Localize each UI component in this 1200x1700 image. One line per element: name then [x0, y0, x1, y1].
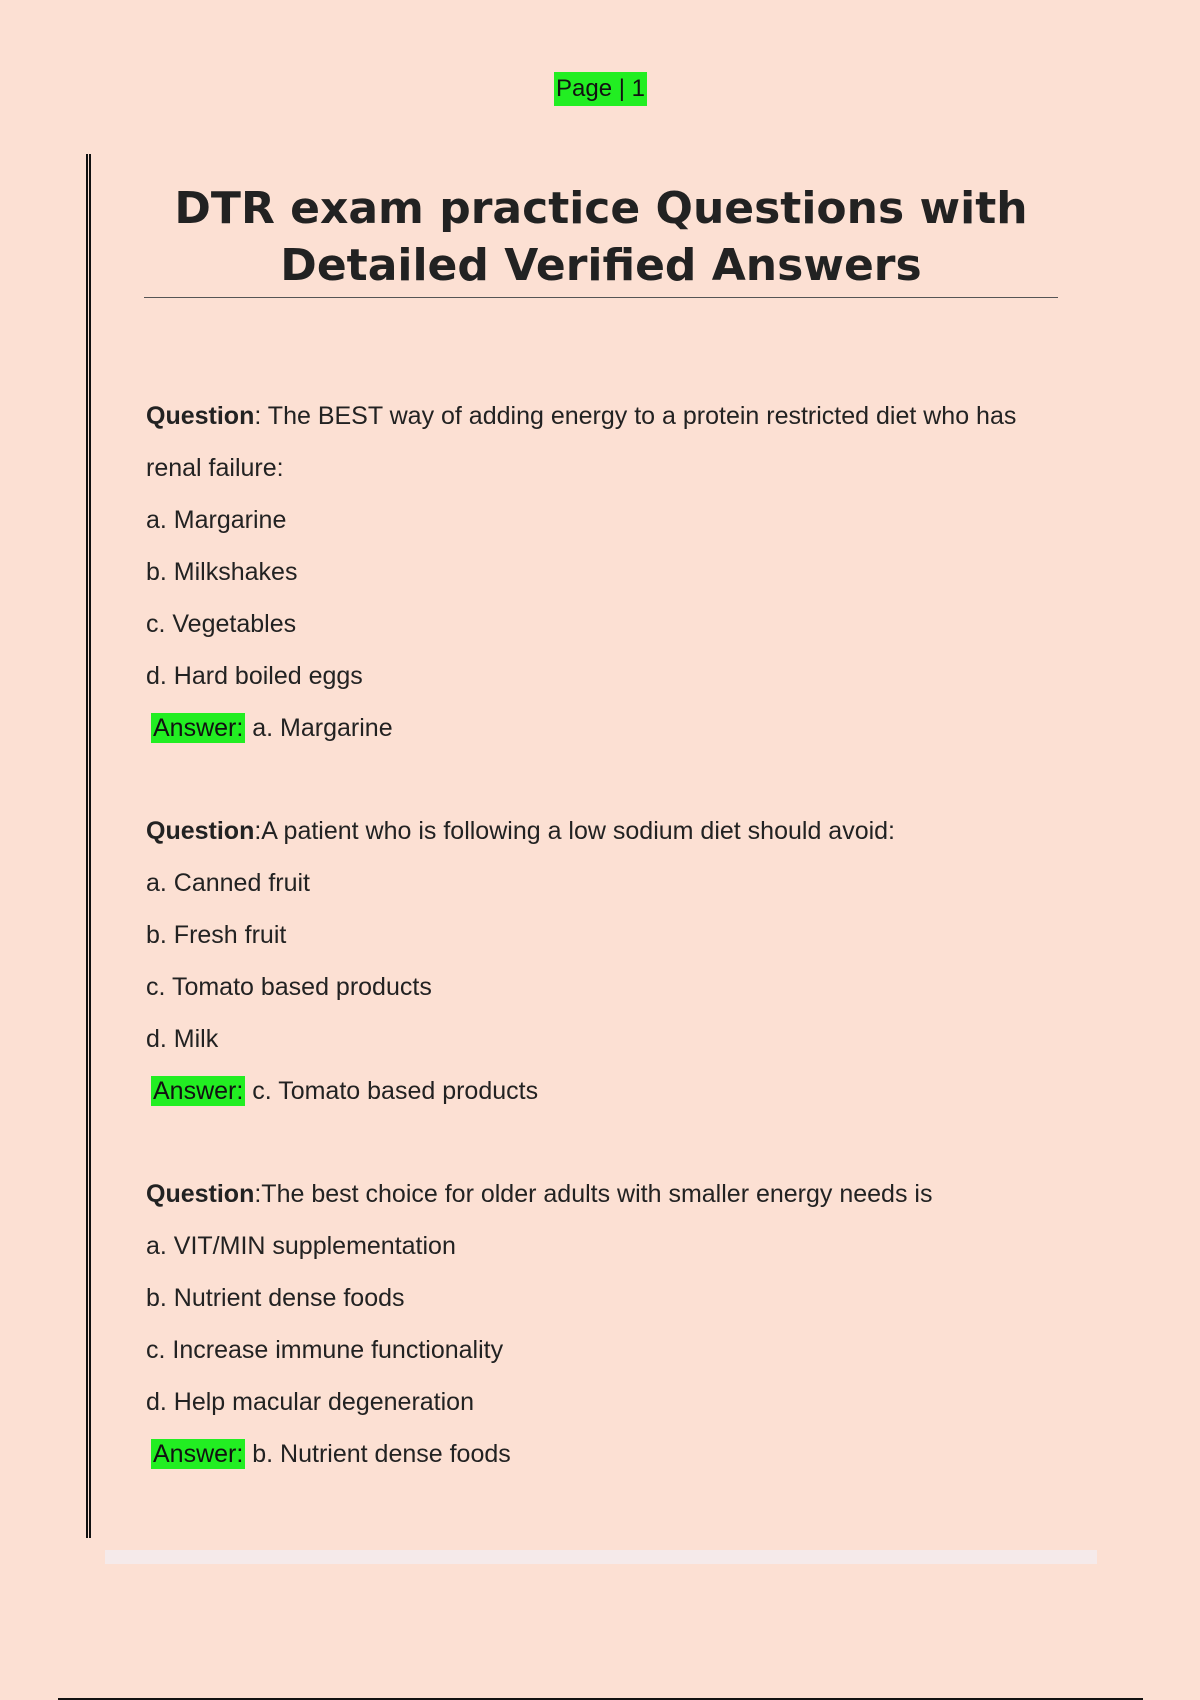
question-block — [146, 390, 1066, 754]
page-number-label: Page | 1 — [554, 72, 647, 106]
question-separator: : — [254, 817, 262, 845]
answer-option: c. Tomato based products — [146, 973, 432, 1001]
answer-option: b. Nutrient dense foods — [146, 1284, 405, 1312]
answer-option: d. Help macular degeneration — [146, 1388, 474, 1416]
question-separator: : — [254, 402, 268, 430]
questions-container — [146, 390, 1066, 1480]
answer-option: b. Milkshakes — [146, 558, 298, 586]
answer-option: c. Increase immune functionality — [146, 1336, 504, 1364]
question-body: A patient who is following a low sodium diet should avoid: — [261, 817, 896, 845]
answer-line — [146, 1065, 1066, 1117]
question-label: Question — [146, 402, 255, 430]
question-block — [146, 805, 1066, 1117]
answer-option: a. Canned fruit — [146, 869, 310, 897]
question-body: The BEST way of adding energy to a protein restricted diet who has renal failure: — [146, 402, 1017, 482]
answer-option: d. Hard boiled eggs — [146, 662, 363, 690]
answer-line — [146, 702, 1066, 754]
answer-value: b. Nutrient dense foods — [252, 1440, 511, 1468]
answer-option: a. Margarine — [146, 506, 287, 534]
answer-label: Answer: — [153, 1440, 244, 1468]
title-underline — [144, 297, 1058, 298]
answer-option: d. Milk — [146, 1025, 219, 1053]
answer-option: a. VIT/MIN supplementation — [146, 1232, 456, 1260]
question-text — [146, 1168, 1066, 1220]
document-title: DTR exam practice Questions with Detailed Verified Answers — [174, 183, 1028, 291]
answer-line — [146, 1428, 1066, 1480]
answer-label: Answer: — [153, 714, 244, 742]
question-text — [146, 805, 1066, 857]
question-separator: : — [254, 1180, 262, 1208]
question-label: Question — [146, 817, 255, 845]
answer-label: Answer: — [153, 1077, 244, 1105]
answer-value: a. Margarine — [252, 714, 393, 742]
answer-option: c. Vegetables — [146, 610, 297, 638]
answer-option: b. Fresh fruit — [146, 921, 287, 949]
answer-value: c. Tomato based products — [252, 1077, 539, 1105]
question-text — [146, 390, 1066, 494]
question-label: Question — [146, 1180, 255, 1208]
question-body: The best choice for older adults with smaller energy needs is — [261, 1180, 933, 1208]
left-border-rule — [86, 154, 91, 1538]
question-block — [146, 1168, 1066, 1480]
page-bottom-band — [105, 1550, 1097, 1564]
